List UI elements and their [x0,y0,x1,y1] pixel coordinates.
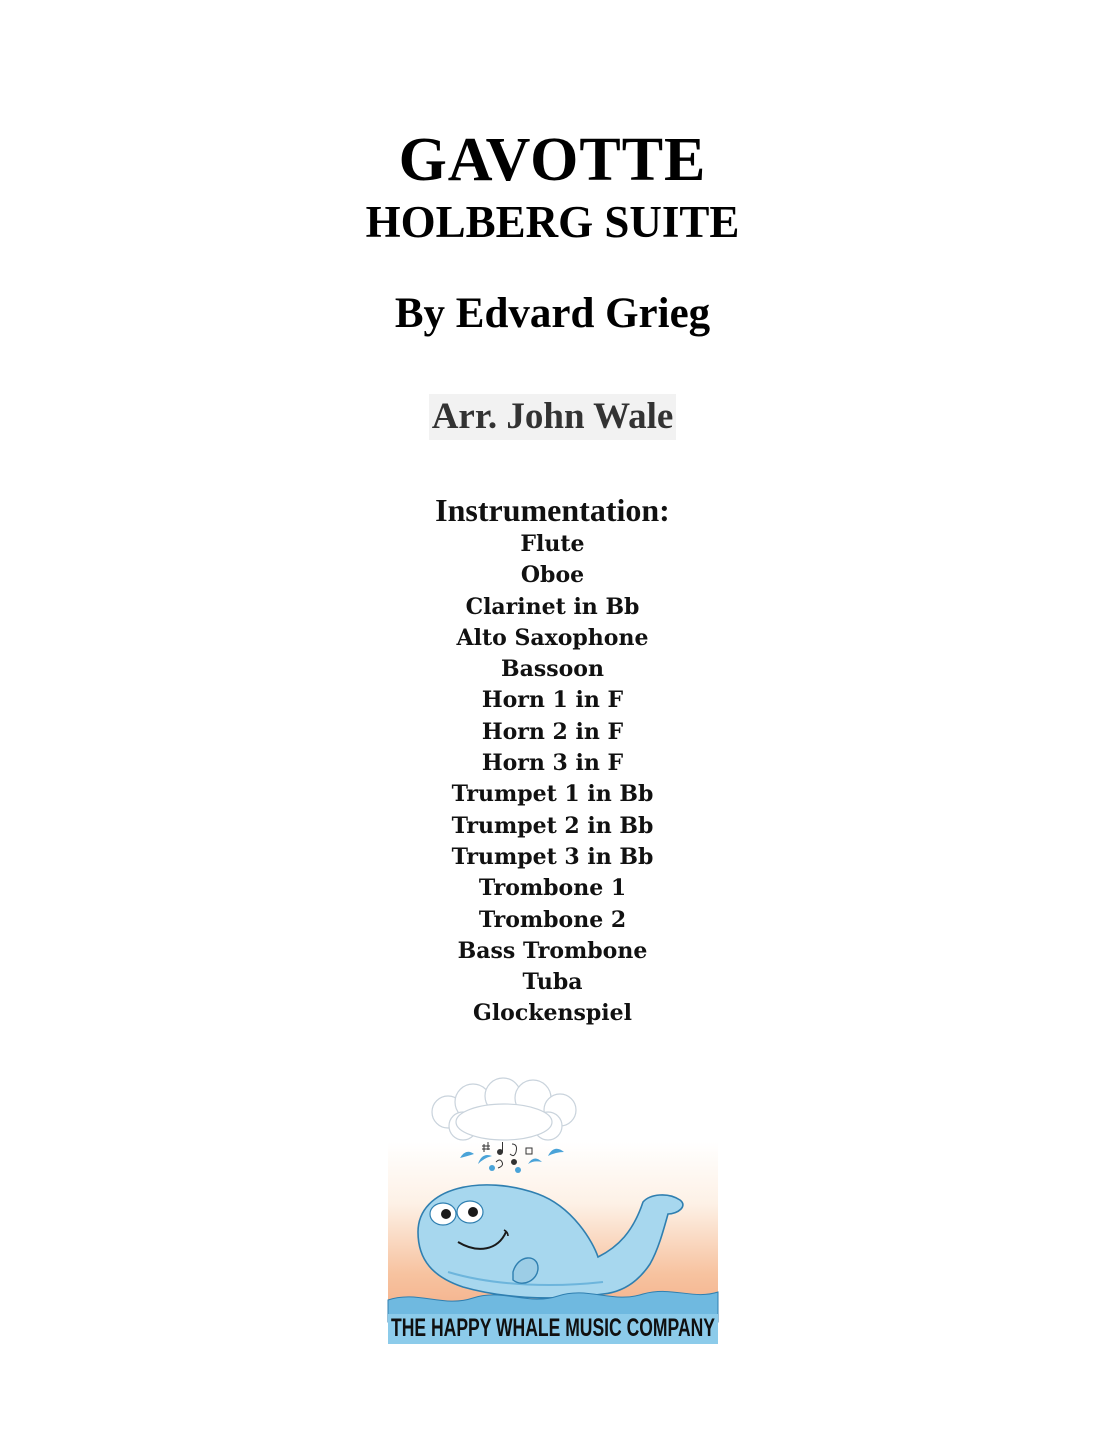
instrument-list [0,529,1105,1030]
instrument-item: Trombone 2 [478,906,627,933]
instrument-item: Trumpet 3 in Bb [451,843,654,870]
instrument-item: Glockenspiel [473,1000,632,1027]
logo-text: THE HAPPY WHALE MUSIC COMPANY [391,1314,716,1342]
instrument-item: Bassoon [501,656,604,683]
arranger-credit: Arr. John Wale [429,394,677,440]
instrument-item: Bass Trombone [457,937,648,964]
instrument-item: Horn 1 in F [481,687,624,714]
arranger-block [0,394,1105,440]
spray-cloud [432,1078,576,1140]
instrument-item: Flute [520,531,585,557]
composer-credit: By Edvard Grieg [394,290,711,337]
instrument-item: Trumpet 1 in Bb [451,781,654,808]
instrument-item: Trumpet 2 in Bb [451,812,654,839]
suite-title: HOLBERG SUITE [365,197,740,247]
instrument-item: Tuba [522,969,583,996]
instrumentation-heading: Instrumentation: [435,492,670,528]
happy-whale-logo [388,1082,718,1344]
instrument-item: Horn 2 in F [481,718,624,745]
whale-logo-icon [388,1082,718,1344]
piece-title: GAVOTTE [398,126,707,194]
instrument-item: Clarinet in Bb [465,593,640,620]
instrument-item: Trombone 1 [478,875,627,902]
instrument-item: Alto Saxophone [456,624,649,651]
instrument-item: Horn 3 in F [481,750,624,777]
instrument-item: Oboe [520,562,585,589]
